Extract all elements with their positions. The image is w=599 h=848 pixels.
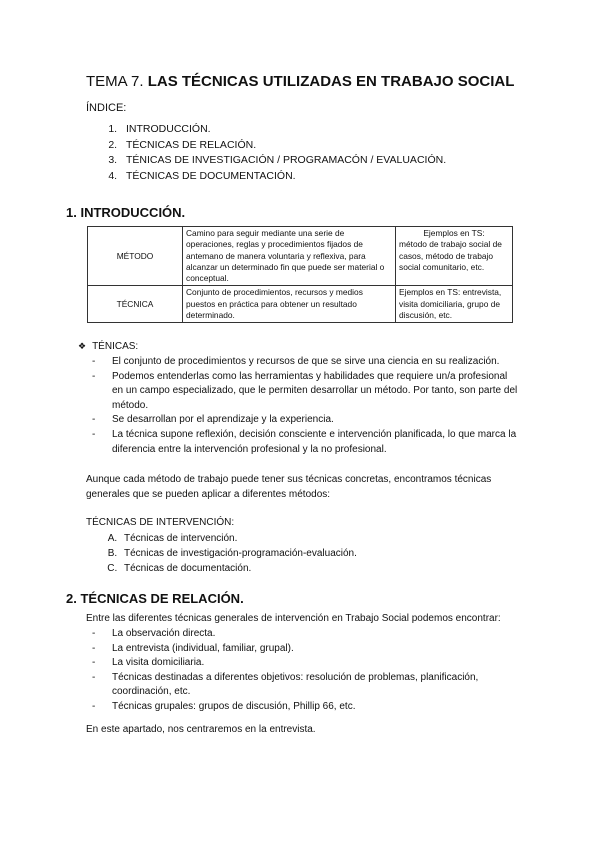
index-item: 3. TÉNICAS DE INVESTIGACIÓN / PROGRAMACÓN / EVALUACIÓN. [120, 153, 446, 169]
table-row [88, 227, 513, 286]
intervencion-list [86, 531, 357, 576]
list-item: - Técnicas grupales: grupos de discusión, Phillip 66, etc. [90, 700, 510, 715]
tecnicas-list [90, 355, 520, 457]
list-item: - Podemos entenderlas como las herramientas y habilidades que requiere un/a profesional en un campo especializado, que le permiten desarrollar un método. Por tanto, son parte del método. [90, 370, 520, 414]
section2-heading: 2. TÉCNICAS DE RELACIÓN. [66, 591, 244, 606]
table-cell-label: MÉTODO [88, 227, 183, 286]
list-item: - Técnicas destinadas a diferentes objetivos: resolución de problemas, planificación, coordinación, etc. [90, 671, 510, 700]
list-item: A. Técnicas de intervención. [120, 531, 357, 546]
index-label: ÍNDICE: [86, 102, 127, 114]
tecnicas-heading [78, 341, 138, 352]
list-item: - La entrevista (individual, familiar, grupal). [90, 642, 510, 657]
examples-text: método de trabajo social de casos, método de trabajo social comunitario, etc. [399, 239, 502, 272]
table-cell-label: TÉCNICA [88, 286, 183, 323]
relacion-list [90, 627, 510, 715]
index-list [86, 122, 446, 184]
list-item: C. Técnicas de documentación. [120, 561, 357, 576]
table-cell-description: Conjunto de procedimientos, recursos y medios puestos en práctica para obtener un resultado determinado. [183, 286, 396, 323]
method-technique-table [87, 226, 513, 323]
table-row [88, 286, 513, 323]
section1-paragraph: Aunque cada método de trabajo puede tener sus técnicas concretas, encontramos técnicas generales que se pueden aplicar a diferentes métodos: [86, 474, 492, 500]
index-item: 1. INTRODUCCIÓN. [120, 122, 446, 138]
document-title [86, 73, 514, 90]
index-item: 2. TÉCNICAS DE RELACIÓN. [120, 138, 446, 154]
index-item: 4. TÉCNICAS DE DOCUMENTACIÓN. [120, 169, 446, 185]
list-item: - La observación directa. [90, 627, 510, 642]
list-item: B. Técnicas de investigación-programación-evaluación. [120, 546, 357, 561]
section2-closing: En este apartado, nos centraremos en la entrevista. [86, 724, 316, 735]
examples-title: Ejemplos en TS: [423, 228, 485, 238]
intervencion-label: TÉCNICAS DE INTERVENCIÓN: [86, 517, 235, 528]
list-item: - La técnica supone reflexión, decisión consciente e intervención planificada, lo que marca la diferencia entre la intervención profesional y la no profesional. [90, 428, 520, 457]
tecnicas-label: TÉNICAS: [92, 341, 139, 352]
list-item: - El conjunto de procedimientos y recursos de que se sirve una ciencia en su realización. [90, 355, 520, 370]
list-item: - La visita domiciliaria. [90, 656, 510, 671]
list-item: - Se desarrollan por el aprendizaje y la experiencia. [90, 413, 520, 428]
section1-heading: 1. INTRODUCCIÓN. [66, 205, 186, 220]
title-prefix: TEMA 7. [86, 73, 144, 90]
diamond-bullet-icon: ❖ [78, 341, 87, 351]
title-main: LAS TÉCNICAS UTILIZADAS EN TRABAJO SOCIAL [147, 73, 515, 90]
table-cell-examples [396, 227, 513, 286]
table-cell-description: Camino para seguir mediante una serie de operaciones, reglas y procedimientos fijados de antemano de manera voluntaria y reflexiva, para alcanzar un determinado fin que puede ser material o conceptual. [183, 227, 396, 286]
table-cell-examples: Ejemplos en TS: entrevista, visita domiciliaria, grupo de discusión, etc. [396, 286, 513, 323]
section2-intro: Entre las diferentes técnicas generales de intervención en Trabajo Social podemos encontrar: [86, 613, 501, 624]
